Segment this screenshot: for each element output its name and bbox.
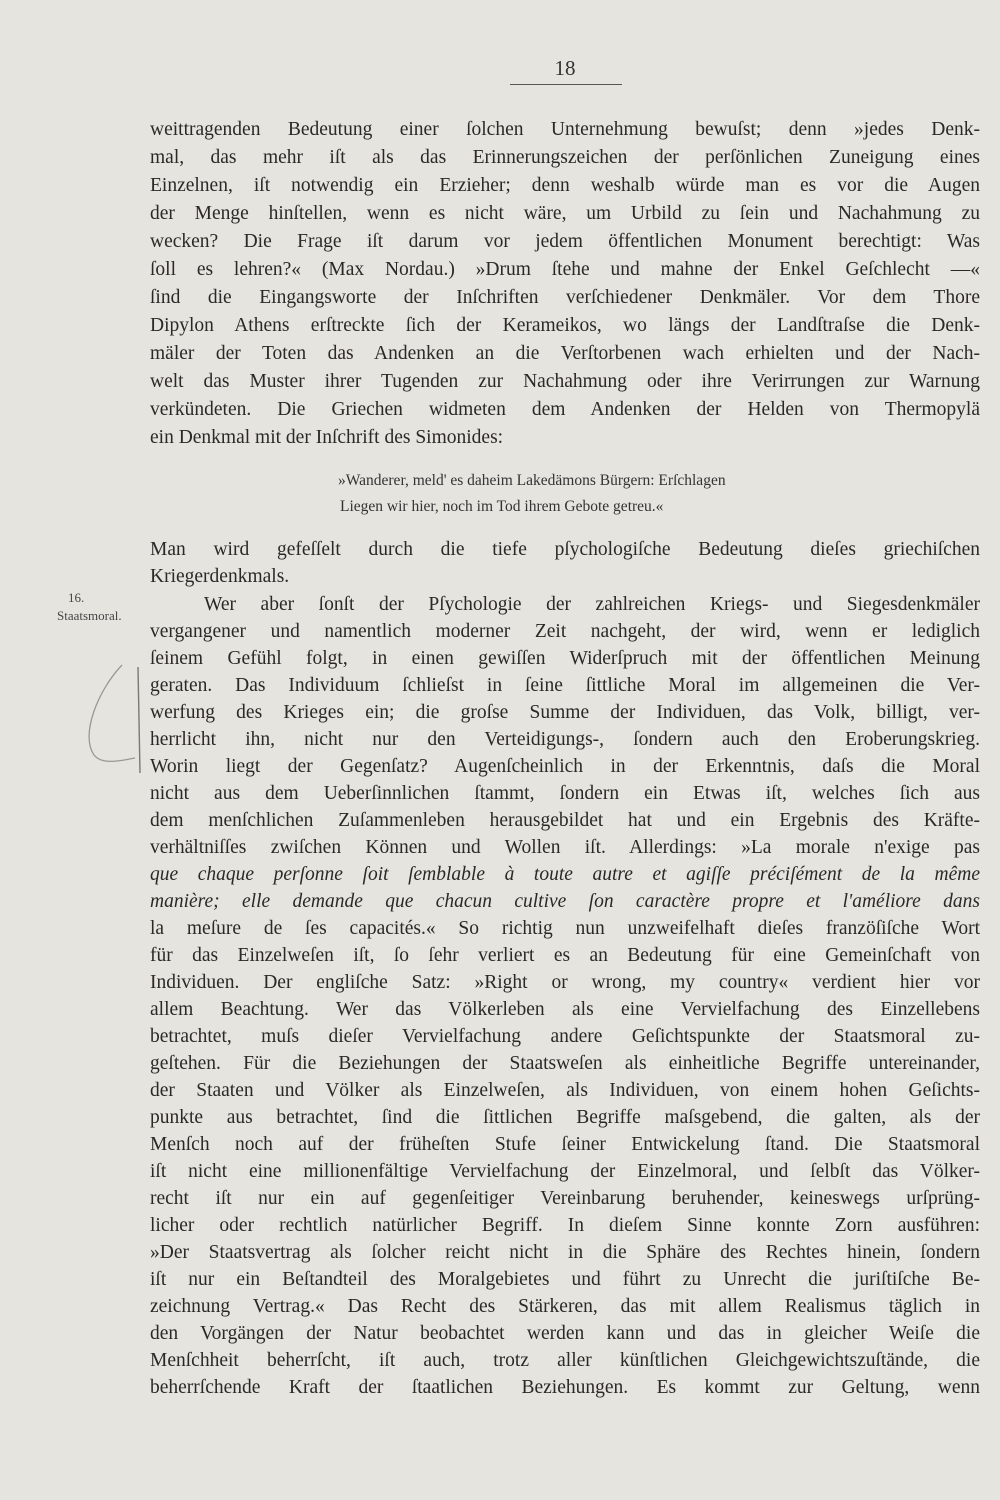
text-line: Menſch noch auf der früheſten Stufe ſeiner Entwickelung ſtand. Die Staatsmoral: [150, 1134, 980, 1155]
text-line: verkündeten. Die Griechen widmeten dem Andenken der Helden von Thermopylä: [150, 399, 980, 420]
text-line: Dipylon Athens erſtreckte ſich der Kerameikos, wo längs der Landſtraſse die Denk-: [150, 315, 980, 336]
text-line: ein Denkmal mit der Inſchrift des Simonides:: [150, 427, 504, 448]
text-line: mal, das mehr iſt als das Erinnerungszeichen der perſönlichen Zuneigung eines: [150, 147, 980, 168]
text-line: licher oder rechtlich natürlicher Begriff. In dieſem Sinne konnte Zorn ausführen:: [150, 1215, 980, 1236]
text-line: punkte aus betrachtet, ſind die ſittlichen Begriffe maſsgebend, die galten, als der: [150, 1107, 980, 1128]
text-line: den Vorgängen der Natur beobachtet werden kann und das in gleicher Weiſe die: [150, 1323, 980, 1344]
text-line: beherrſchende Kraft der ſtaatlichen Beziehungen. Es kommt zur Geltung, wenn: [150, 1377, 980, 1398]
french-quote-line: manière; elle demande que chacun cultive ſon caractère propre et l'améliore dans: [150, 891, 980, 912]
line-segment: ſoll es lehren?« (Max Nordau.) »Drum ſtehe und mahne der Enkel Geſchlecht —«: [150, 259, 980, 280]
text-line: werfung des Krieges ein; die groſse Summe der Individuen, das Volk, billigt, ver-: [150, 702, 980, 723]
french-quote-line: que chaque perſonne ſoit ſemblable à toute autre et agiſſe préciſément de la même: [150, 864, 980, 885]
text-line: der Menge hinſtellen, wenn es nicht wäre, um Urbild zu ſein und Nachahmung zu: [150, 203, 980, 224]
text-line: verhältniſſes zwiſchen Können und Wollen iſt. Allerdings: »La morale n'exige pas: [150, 837, 980, 858]
text-line: geraten. Das Individuum ſchlieſst in ſeine ſittliche Moral im allgemeinen die Ver-: [150, 675, 980, 696]
text-line: Individuen. Der engliſche Satz: »Right or wrong, my country« verdient hier vor: [150, 972, 980, 993]
text-line: vergangener und namentlich moderner Zeit nachgeht, der wird, wenn er lediglich: [150, 621, 980, 642]
text-line: dem menſchlichen Zuſammenleben herausgebildet hat und ein Ergebnis des Kräfte-: [150, 810, 980, 831]
margin-section-label: Staatsmoral.: [57, 608, 122, 623]
text-line: la meſure de ſes capacités.« So richtig nun unzweifelhaft dieſes franzöſiſche Wort: [150, 918, 980, 939]
text-line: Einzelnen, iſt notwendig ein Erzieher; denn weshalb würde man es vor die Augen: [150, 175, 980, 196]
text-line: iſt nur ein Beſtandteil des Moralgebietes und führt zu Unrecht die juriſtiſche Be-: [150, 1269, 980, 1290]
text-line: geſtehen. Für die Beziehungen der Staatsweſen als einheitliche Begriffe untereinander,: [150, 1053, 980, 1074]
text-line: zeichnung Vertrag.« Das Recht des Stärkeren, das mit allem Realismus täglich in: [150, 1296, 980, 1317]
text-line: welt das Muster ihrer Tugenden zur Nachahmung oder ihre Verirrungen zur Warnung: [150, 371, 980, 392]
pencil-mark-icon: [80, 655, 150, 775]
quote-line: Liegen wir hier, noch im Tod ihrem Gebote getreu.«: [340, 498, 664, 515]
text-line: der Staaten und Völker als Einzelweſen, als Individuen, von einem hohen Geſichts-: [150, 1080, 980, 1101]
text-line: weittragenden Bedeutung einer ſolchen Unternehmung bewuſst; denn »jedes Denk-: [150, 119, 980, 140]
quote-line: »Wanderer, meld' es daheim Lakedämons Bürgern: Erſchlagen: [338, 472, 726, 489]
text-line: für das Einzelweſen iſt, ſo ſehr verliert es an Bedeutung für eine Gemeinſchaft von: [150, 945, 980, 966]
text-line: recht iſt nur ein auf gegenſeitiger Vereinbarung beruhender, keineswegs urſprüng-: [150, 1188, 980, 1209]
text-line: allem Beachtung. Wer das Völkerleben als eine Vervielfachung des Einzellebens: [150, 999, 980, 1020]
text-line: Worin liegt der Gegenſatz? Augenſcheinlich in der Erkenntnis, daſs die Moral: [150, 756, 980, 777]
text-line: betrachtet, muſs dieſer Vervielfachung andere Geſichtspunkte der Staatsmoral zu-: [150, 1026, 980, 1047]
page-number: 18: [554, 56, 576, 80]
text-line: nicht aus dem Ueberſinnlichen ſtammt, ſondern ein Etwas iſt, welches ſich aus: [150, 783, 980, 804]
text-line: mäler der Toten das Andenken an die Verſtorbenen wach erhielten und der Nach-: [150, 343, 980, 364]
text-line: iſt nicht eine millionenfältige Vervielfachung der Einzelmoral, und ſelbſt das Völker-: [150, 1161, 980, 1182]
text-line: Man wird gefeſſelt durch die tiefe pſychologiſche Bedeutung dieſes griechiſchen: [150, 539, 980, 560]
text-line: Kriegerdenkmals.: [150, 566, 290, 587]
header-rule: [510, 84, 622, 85]
text-line: ſeinem Gefühl folgt, in einen gewiſſen Widerſpruch mit der öffentlichen Meinung: [150, 648, 980, 669]
text-line: herrlicht ihn, nicht nur den Verteidigungs-, ſondern auch den Eroberungskrieg.: [150, 729, 980, 750]
text-line: Wer aber ſonſt der Pſychologie der zahlreichen Kriegs- und Siegesdenkmäler: [204, 594, 980, 615]
text-line: ſind die Eingangsworte der Inſchriften verſchiedener Denkmäler. Vor dem Thore: [150, 287, 980, 308]
text-line: »Der Staatsvertrag als ſolcher reicht nicht in die Sphäre des Rechtes hinein, ſondern: [150, 1242, 980, 1263]
text-line: [150, 257, 980, 283]
margin-section-number: 16.: [68, 590, 85, 605]
text-line: wecken? Die Frage iſt darum vor jedem öffentlichen Monument berechtigt: Was: [150, 231, 980, 252]
text-line: Menſchheit beherrſcht, iſt auch, trotz aller künſtlichen Gleichgewichtszuſtände, die: [150, 1350, 980, 1371]
